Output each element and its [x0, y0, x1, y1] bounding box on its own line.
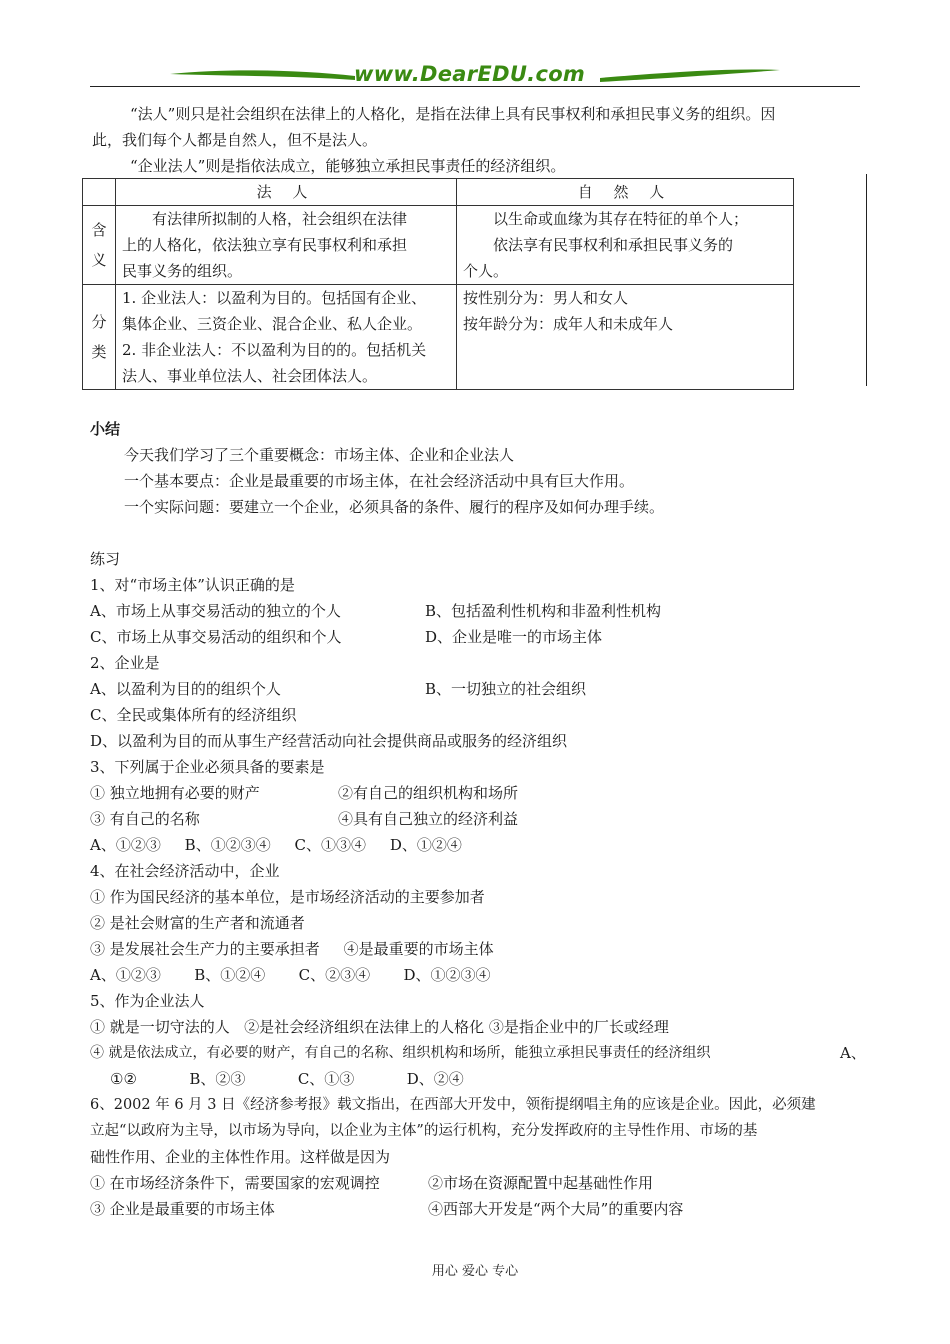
- summary-line-1: 今天我们学习了三个重要概念：市场主体、企业和企业法人: [124, 446, 515, 464]
- table-text: 1. 企业法人：以盈利为目的。包括国有企业、: [122, 289, 427, 307]
- table-text: 集体企业、三资企业、混合企业、私人企业。: [122, 315, 423, 333]
- question-2-option-b: B、一切独立的社会组织: [425, 680, 587, 698]
- question-6-item-2: ②市场在资源配置中起基础性作用: [428, 1174, 654, 1192]
- question-3-item-4: ④具有自己独立的经济利益: [338, 810, 519, 828]
- table-text: 按年龄分为：成年人和未成年人: [463, 315, 674, 333]
- question-5: 5、作为企业法人: [90, 992, 205, 1010]
- table-text: 个人。: [463, 262, 509, 280]
- table-text: 以生命或血缘为其存在特征的单个人；: [493, 210, 749, 228]
- table-row-label-classification: 分 类: [83, 285, 116, 390]
- intro-paragraph-1-line-2: 此，我们每个人都是自然人，但不是法人。: [92, 131, 378, 149]
- summary-title: 小结: [90, 420, 121, 438]
- question-4-item-1: ① 作为国民经济的基本单位，是市场经济活动的主要参加者: [90, 888, 485, 906]
- intro-paragraph-1-line-1: “法人”则只是社会组织在法律上的人格化，是指在法律上具有民事权利和承担民事义务的组织。因: [130, 105, 776, 123]
- exercise-title: 练习: [90, 550, 121, 568]
- table-cell-legal-definition: [116, 206, 457, 285]
- table-text: 有法律所拟制的人格，社会组织在法律: [152, 210, 408, 228]
- table-text: 法人、事业单位法人、社会团体法人。: [122, 367, 378, 385]
- question-5-option-a-label: A、: [840, 1044, 866, 1062]
- comparison-table: [82, 178, 794, 390]
- question-4-item-2: ② 是社会财富的生产者和流通者: [90, 914, 305, 932]
- table-cell-natural-classification: [457, 285, 794, 390]
- question-4: 4、在社会经济活动中，企业: [90, 862, 280, 880]
- question-3-item-2: ②有自己的组织机构和场所: [338, 784, 519, 802]
- question-1: 1、对“市场主体”认识正确的是: [90, 576, 295, 594]
- question-6-line-2: 立起“以政府为主导，以市场为导向，以企业为主体”的运行机构，充分发挥政府的主导性作用、市场的基: [90, 1123, 758, 1139]
- table-corner-cell: [83, 179, 116, 206]
- header-logo-text: www.DearEDU.com: [354, 62, 586, 86]
- table-header-legal-person: 法 人: [116, 179, 457, 206]
- table-header-natural-person: 自 然 人: [457, 179, 794, 206]
- question-5-options: ①② B、②③ C、①③ D、②④: [110, 1070, 464, 1088]
- table-text: 依法享有民事权利和承担民事义务的: [493, 236, 734, 254]
- question-2-option-c: C、全民或集体所有的经济组织: [90, 706, 297, 724]
- table-cell-legal-classification: [116, 285, 457, 390]
- summary-line-3: 一个实际问题：要建立一个企业，必须具备的条件、履行的程序及如何办理手续。: [124, 498, 665, 516]
- table-row-label-definition: 含 义: [83, 206, 116, 285]
- question-6-item-4: ④西部大开发是“两个大局”的重要内容: [428, 1200, 684, 1218]
- summary-line-2: 一个基本要点：企业是最重要的市场主体，在社会经济活动中具有巨大作用。: [124, 472, 635, 490]
- question-6-line-3: 础性作用、企业的主体性作用。这样做是因为: [90, 1148, 391, 1166]
- question-5-item-4: ④ 就是依法成立，有必要的财产，有自己的名称、组织机构和场所，能独立承担民事责任的经济组织: [90, 1045, 711, 1061]
- question-3-item-3: ③ 有自己的名称: [90, 810, 200, 828]
- table-text: 2. 非企业法人：不以盈利为目的的。包括机关: [122, 341, 427, 359]
- question-2-option-a: A、以盈利为目的的组织个人: [90, 680, 281, 698]
- question-3-item-1: ① 独立地拥有必要的财产: [90, 784, 260, 802]
- question-6-line-1: 6、2002 年 6 月 3 日《经济参考报》载文指出，在西部大开发中，领衔提纲唱主角的应该是企业。因此，必须建: [90, 1097, 816, 1113]
- question-2: 2、企业是: [90, 654, 160, 672]
- question-1-option-a: A、市场上从事交易活动的独立的个人: [90, 602, 341, 620]
- question-4-item-3: ③ 是发展社会生产力的主要承担者 ④是最重要的市场主体: [90, 940, 494, 958]
- table-text: 民事义务的组织。: [122, 262, 243, 280]
- intro-paragraph-2: “企业法人”则是指依法成立，能够独立承担民事责任的经济组织。: [130, 157, 566, 175]
- question-6-item-3: ③ 企业是最重要的市场主体: [90, 1200, 275, 1218]
- table-row-definition: [83, 206, 794, 285]
- table-text: 按性别分为：男人和女人: [463, 289, 629, 307]
- page-footer: 用心 爱心 专心: [431, 1264, 519, 1279]
- margin-rule: [866, 174, 867, 386]
- question-1-option-c: C、市场上从事交易活动的组织和个人: [90, 628, 342, 646]
- table-header-row: [83, 179, 794, 206]
- question-1-option-d: D、企业是唯一的市场主体: [425, 628, 603, 646]
- table-cell-natural-definition: [457, 206, 794, 285]
- question-3: 3、下列属于企业必须具备的要素是: [90, 758, 325, 776]
- header-rule: [90, 86, 860, 87]
- question-5-items: ① 就是一切守法的人 ②是社会经济组织在法律上的人格化 ③是指企业中的厂长或经理: [90, 1018, 669, 1036]
- table-row-classification: [83, 285, 794, 390]
- table-text: 上的人格化，依法独立享有民事权利和承担: [122, 236, 408, 254]
- question-2-option-d: D、以盈利为目的而从事生产经营活动向社会提供商品或服务的经济组织: [90, 732, 568, 750]
- question-4-options: A、①②③ B、①②④ C、②③④ D、①②③④: [90, 966, 491, 984]
- question-6-item-1: ① 在市场经济条件下，需要国家的宏观调控: [90, 1174, 380, 1192]
- question-3-options: A、①②③ B、①②③④ C、①③④ D、①②④: [90, 836, 462, 854]
- question-1-option-b: B、包括盈利性机构和非盈利性机构: [425, 602, 662, 620]
